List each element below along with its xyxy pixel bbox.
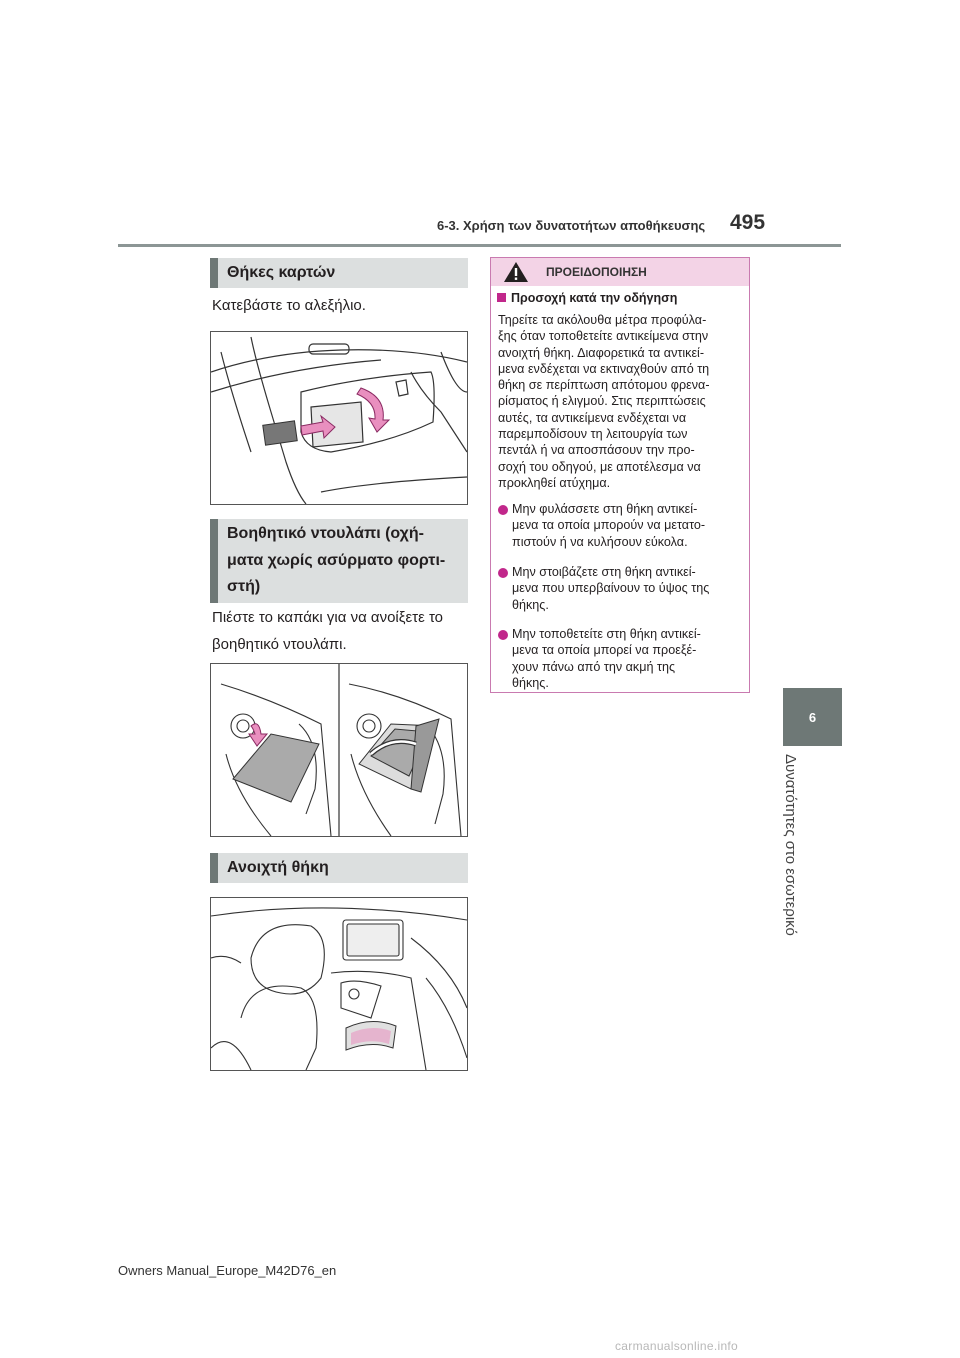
text-line: αυτές, τα αντικείμενα ενδέχεται να xyxy=(498,410,687,425)
heading-card-holders: Θήκες καρτών xyxy=(210,258,468,288)
text-line: προκληθεί ατύχημα. xyxy=(498,475,611,490)
round-bullet-icon xyxy=(498,505,508,515)
text-line: μενα τα οποία μπορεί να προεξέ- xyxy=(512,643,697,658)
heading-line: Βοηθητικό ντουλάπι (οχή- xyxy=(227,525,424,542)
round-bullet-icon xyxy=(498,630,508,640)
watermark: carmanualsonline.info xyxy=(615,1339,739,1353)
round-bullet-icon xyxy=(498,568,508,578)
page-number: 495 xyxy=(730,211,766,234)
chapter-number: 6 xyxy=(808,709,817,725)
heading-open-tray: Ανοιχτή θήκη xyxy=(210,853,468,883)
text-line: θήκη σε περίπτωση απότομου φρενα- xyxy=(498,378,710,393)
text-line: βοηθητικό ντουλάπι. xyxy=(212,636,347,653)
text-line: σοχή του οδηγού, με αποτέλεσμα να xyxy=(498,459,701,474)
heading-line: στή) xyxy=(227,578,261,595)
warning-subtitle xyxy=(497,291,677,305)
text-line: Τηρείτε τα ακόλουθα μέτρα προφύλα- xyxy=(498,313,707,327)
text-line: ανοιχτή θήκη. Διαφορετικά τα αντικεί- xyxy=(498,345,705,360)
auxiliary-box-text xyxy=(212,604,443,658)
warning-bullet xyxy=(512,501,742,550)
warning-box xyxy=(490,257,750,693)
heading-auxiliary-box xyxy=(210,519,468,603)
square-bullet-icon xyxy=(497,293,506,302)
text-line: μενα που υπερβαίνουν το ύψος της xyxy=(512,581,710,596)
text-line: Μην τοποθετείτε στη θήκη αντικεί- xyxy=(512,627,701,641)
illustration-auxiliary-box xyxy=(210,663,468,837)
illustration-sun-visor xyxy=(210,331,468,505)
text-line: ξης όταν τοποθετείτε αντικείμενα στην xyxy=(498,329,709,344)
heading-line: ματα χωρίς ασύρματο φορτι- xyxy=(227,551,446,569)
chapter-title: Δυνατότητες στο εσωτερικό xyxy=(782,754,799,936)
illustration-open-tray xyxy=(210,897,468,1071)
warning-bullet xyxy=(512,564,742,613)
warning-triangle-icon xyxy=(503,261,529,283)
section-title: 6-3. Χρήση των δυνατοτήτων αποθήκευσης xyxy=(437,218,706,233)
text-line: Μην στοιβάζετε στη θήκη αντικεί- xyxy=(512,565,696,579)
text-line: πιστούν ή να κυλήσουν εύκολα. xyxy=(512,534,688,549)
header-rule xyxy=(118,244,841,247)
text-line: ρίσματος ή ελιγμού. Στις περιπτώσεις xyxy=(498,394,706,409)
text-line: παρεμποδίσουν τη λειτουργία των xyxy=(498,427,688,442)
chapter-title-vertical xyxy=(782,754,812,964)
warning-bullet xyxy=(512,626,742,691)
chapter-tab xyxy=(783,688,842,746)
text-line: θήκης. xyxy=(512,597,549,612)
text-line: χουν πάνω από την ακμή της xyxy=(512,659,676,674)
text-line: μενα τα οποία μπορούν να μετατο- xyxy=(512,518,706,533)
footer-manual-id: Owners Manual_Europe_M42D76_en xyxy=(118,1263,337,1278)
text-line: Μην φυλάσσετε στη θήκη αντικεί- xyxy=(512,502,698,516)
text-line: μενα ενδέχεται να εκτιναχθούν από τη xyxy=(498,361,710,376)
warning-paragraph xyxy=(498,312,742,491)
warning-title: ΠΡΟΕΙΔΟΠΟΙΗΣΗ xyxy=(546,265,647,279)
card-holders-text: Κατεβάστε το αλεξήλιο. xyxy=(212,297,366,314)
text-line: Πιέστε το καπάκι για να ανοίξετε το xyxy=(212,609,444,626)
text-line: θήκης. xyxy=(512,675,549,690)
warning-header xyxy=(491,258,749,286)
warning-subtitle-text: Προσοχή κατά την οδήγηση xyxy=(511,291,678,305)
text-line: πεντάλ ή να αποσπάσουν την προ- xyxy=(498,443,695,458)
